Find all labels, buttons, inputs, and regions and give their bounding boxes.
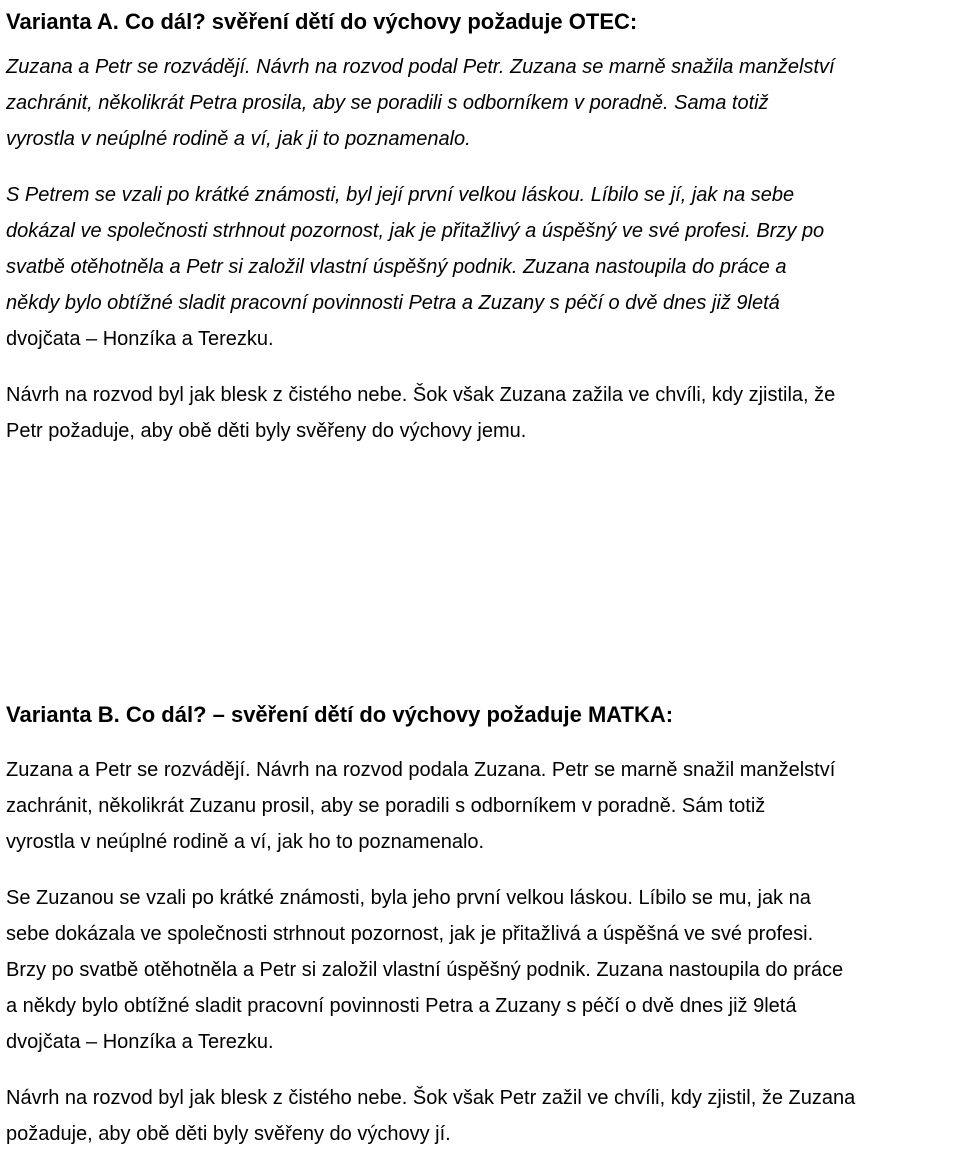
variant-a-paragraph-3 bbox=[6, 377, 956, 449]
variant-a-p2-line-2: dokázal ve společnosti strhnout pozornost, jak je přitažlivý a úspěšný ve své profesi. Brzy po bbox=[6, 220, 825, 242]
variant-a-heading-text: Varianta A. Co dál? svěření dětí do výchovy požaduje OTEC: bbox=[6, 9, 638, 34]
variant-a-p1-line-3: vyrostla v neúplné rodině a ví, jak ji to poznamenalo. bbox=[6, 128, 471, 150]
variant-b-p2-line-4: a někdy bylo obtížné sladit pracovní povinnosti Petra a Zuzany s péčí o dvě dnes již 9letá bbox=[6, 995, 797, 1017]
variant-a-paragraph-1 bbox=[6, 49, 956, 157]
variant-b-paragraph-3 bbox=[6, 1080, 956, 1152]
variant-a-p3-line-1: Návrh na rozvod byl jak blesk z čistého nebe. Šok však Zuzana zažila ve chvíli, kdy zjistila, že bbox=[6, 384, 836, 406]
variant-a-p2-line-1: S Petrem se vzali po krátké známosti, byl její první velkou láskou. Líbilo se jí, jak na sebe bbox=[6, 184, 795, 206]
variant-a-p2-line-5: dvojčata – Honzíka a Terezku. bbox=[6, 328, 274, 350]
variant-b-p1-line-1: Zuzana a Petr se rozvádějí. Návrh na rozvod podala Zuzana. Petr se marně snažil manželství bbox=[6, 759, 836, 781]
variant-a-heading bbox=[6, 8, 637, 36]
variant-b-p2-line-2: sebe dokázala ve společnosti strhnout pozornost, jak je přitažlivá a úspěšná ve své profesi. bbox=[6, 923, 814, 945]
variant-a-p3-line-2: Petr požaduje, aby obě děti byly svěřeny do výchovy jemu. bbox=[6, 420, 527, 442]
variant-a-p2-line-4: někdy bylo obtížné sladit pracovní povinnosti Petra a Zuzany s péčí o dvě dnes již 9letá bbox=[6, 292, 780, 314]
variant-b-paragraph-1 bbox=[6, 752, 956, 860]
variant-a-p1-line-1: Zuzana a Petr se rozvádějí. Návrh na rozvod podal Petr. Zuzana se marně snažila manželství bbox=[6, 56, 835, 78]
variant-a-paragraph-2 bbox=[6, 177, 956, 357]
variant-b-heading-text: Varianta B. Co dál? – svěření dětí do výchovy požaduje MATKA: bbox=[6, 702, 674, 727]
variant-b-heading bbox=[6, 701, 673, 729]
variant-b-p2-line-1: Se Zuzanou se vzali po krátké známosti, byla jeho první velkou láskou. Líbilo se mu, jak na bbox=[6, 887, 811, 909]
variant-b-p2-line-3: Brzy po svatbě otěhotněla a Petr si založil vlastní úspěšný podnik. Zuzana nastoupila do práce bbox=[6, 959, 844, 981]
variant-b-p2-line-5: dvojčata – Honzíka a Terezku. bbox=[6, 1031, 274, 1053]
variant-b-p3-line-1: Návrh na rozvod byl jak blesk z čistého nebe. Šok však Petr zažil ve chvíli, kdy zjistil, že Zuzana bbox=[6, 1087, 856, 1109]
variant-b-paragraph-2 bbox=[6, 880, 956, 1060]
variant-b-p1-line-3: vyrostla v neúplné rodině a ví, jak ho to poznamenalo. bbox=[6, 831, 485, 853]
variant-a-p1-line-2: zachránit, několikrát Petra prosila, aby se poradili s odborníkem v poradně. Sama totiž bbox=[6, 92, 769, 114]
variant-a-p2-line-3: svatbě otěhotněla a Petr si založil vlastní úspěšný podnik. Zuzana nastoupila do práce a bbox=[6, 256, 787, 278]
variant-b-p1-line-2: zachránit, několikrát Zuzanu prosil, aby se poradili s odborníkem v poradně. Sám totiž bbox=[6, 795, 766, 817]
variant-b-p3-line-2: požaduje, aby obě děti byly svěřeny do výchovy jí. bbox=[6, 1123, 451, 1145]
